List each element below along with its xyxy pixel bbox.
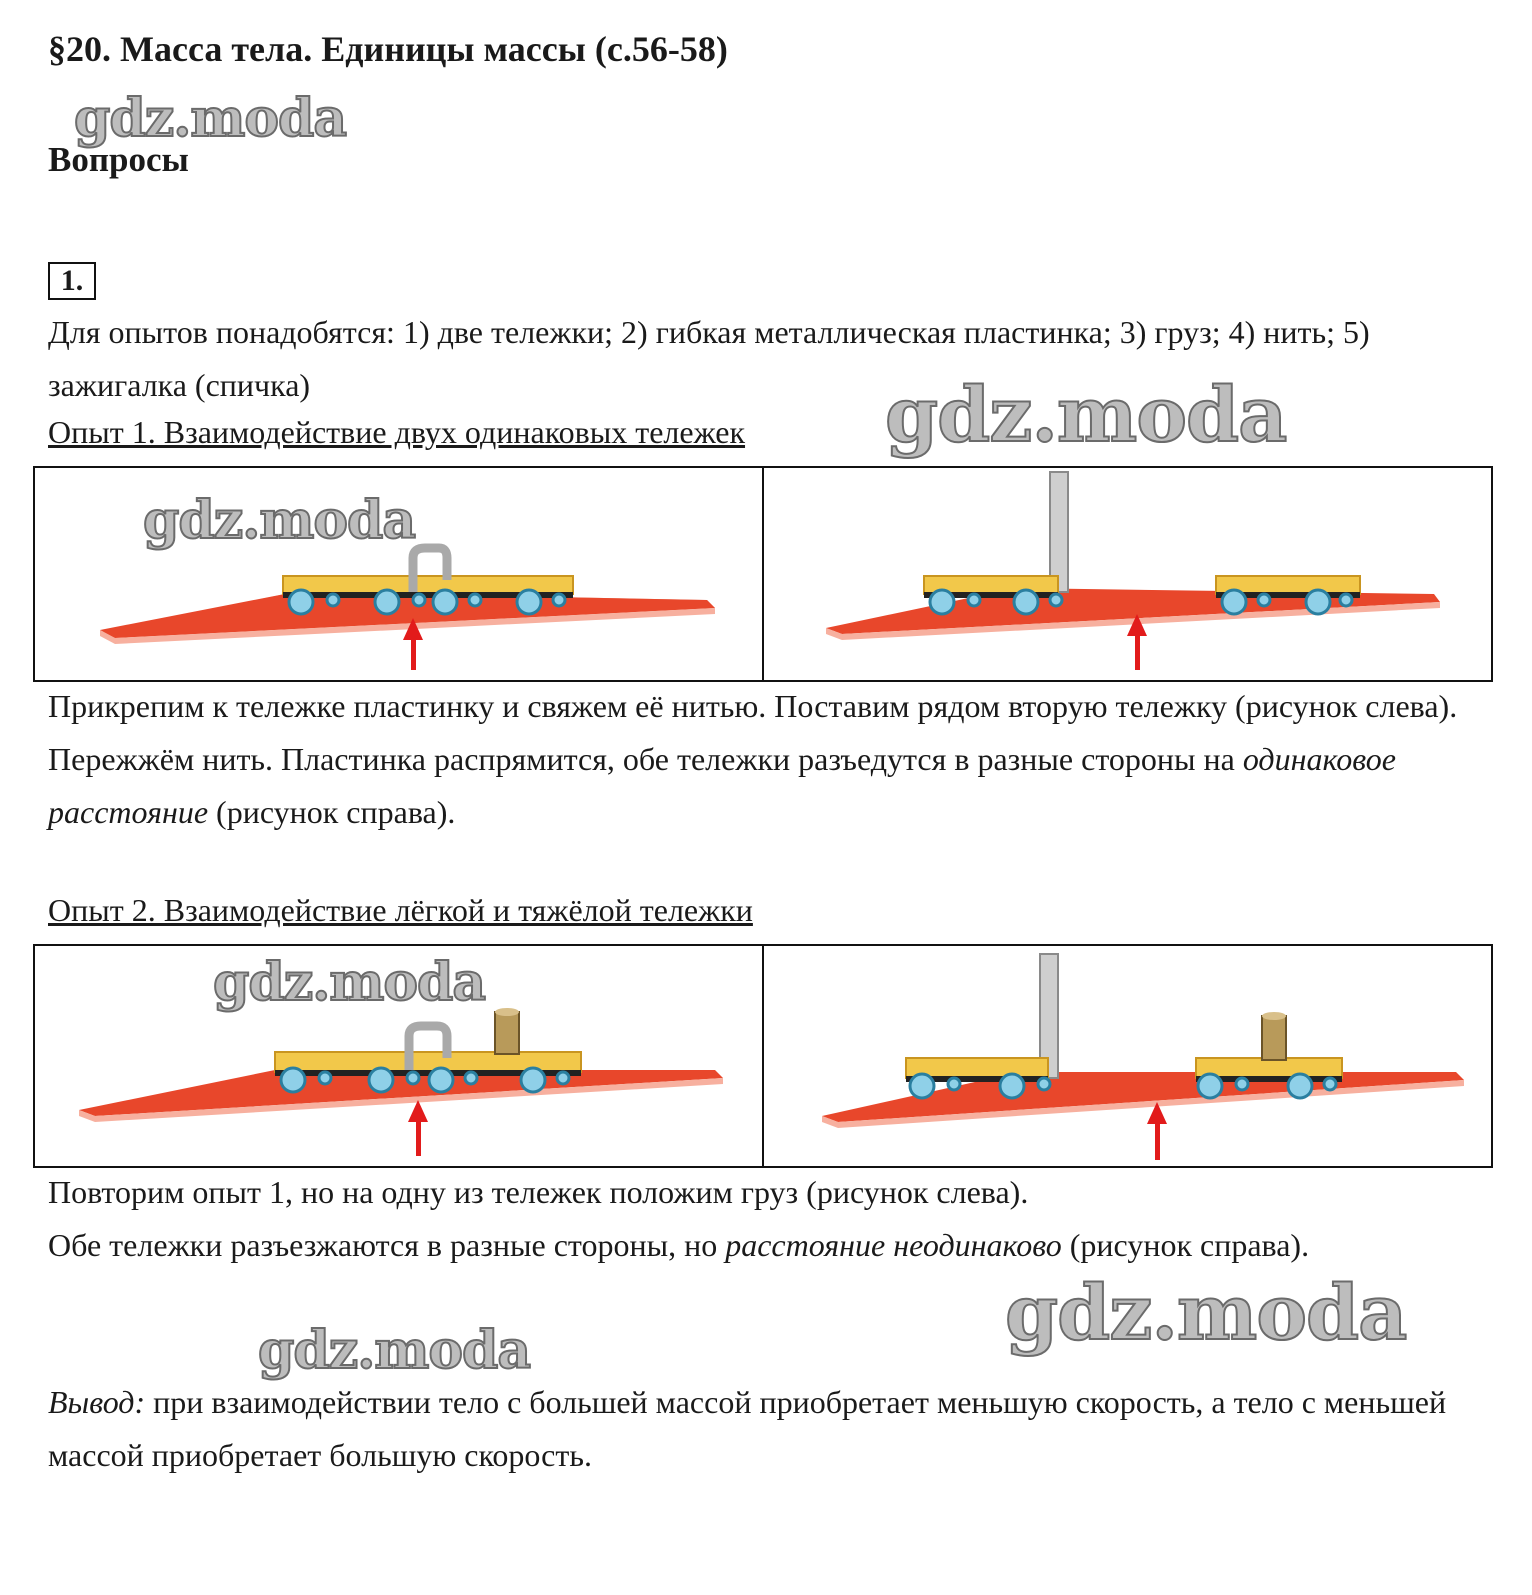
experiment2-description: [48, 1166, 1488, 1272]
watermark: gdz.moda: [1005, 1268, 1407, 1357]
conclusion-label: Вывод:: [48, 1384, 146, 1420]
experiment2-emphasis: расстояние неодинаково: [725, 1227, 1062, 1263]
carts-tied-illustration: [35, 468, 762, 680]
experiment2-line1: Повторим опыт 1, но на одну из тележек положим груз (рисунок слева).: [48, 1174, 1029, 1210]
materials-text: Для опытов понадобятся: 1) две тележки; 2) гибкая металлическая пластинка; 3) груз; 4) нить; 5) зажигалка (спичка): [48, 314, 1370, 403]
red-arrow: [408, 1100, 428, 1156]
red-arrow: [1147, 1102, 1167, 1160]
experiment2-figures: [33, 944, 1493, 1168]
watermark: gdz.moda: [213, 952, 486, 1013]
experiment2-text-end: (рисунок справа).: [1061, 1227, 1310, 1263]
experiment1-figure-right: [762, 468, 1491, 680]
experiment2-line2: [48, 1219, 1488, 1272]
experiment2-title: Опыт 2. Взаимодействие лёгкой и тяжёлой тележки: [48, 892, 753, 928]
experiment1-emphasis: одинаковое расстояние: [48, 741, 1396, 830]
watermark: gdz.moda: [143, 490, 416, 551]
load-weight-top: [1262, 1012, 1286, 1020]
conclusion-text: при взаимодействии тело с большей массой приобретает меньшую скорость, а тело с меньшей массой приобретает большую скорость.: [48, 1384, 1447, 1473]
carts-load-tied-illustration: [35, 946, 759, 1166]
question-number: 1.: [48, 262, 96, 300]
experiment1-text: Прикрепим к тележке пластинку и свяжем её нитью. Поставим рядом вторую тележку (рисунок слева). Пережжём нить. Пластинка распрямится, обе тележки разъедутся в разные стороны на: [48, 688, 1458, 777]
carts-apart-illustration: [764, 468, 1491, 680]
experiment1-figure-left: [35, 468, 762, 680]
experiment1-text-end: (рисунок справа).: [208, 794, 456, 830]
watermark: gdz.moda: [258, 1320, 531, 1381]
carts-load-apart-illustration: [764, 946, 1491, 1166]
watermark: gdz.moda: [885, 370, 1287, 459]
load-weight: [495, 1012, 519, 1054]
experiment2-figure-left: [35, 946, 762, 1166]
load-weight: [1262, 1016, 1286, 1060]
section-heading: Вопросы: [48, 140, 189, 179]
load-weight-top: [495, 1008, 519, 1016]
board: [79, 1070, 723, 1116]
plate-upright: [1050, 472, 1068, 592]
experiment1-description: [48, 680, 1488, 839]
experiment1-figures: [33, 466, 1493, 682]
watermark: gdz.moda: [74, 88, 347, 149]
experiment1-title: Опыт 1. Взаимодействие двух одинаковых тележек: [48, 414, 746, 450]
conclusion: [48, 1376, 1488, 1482]
experiment2-figure-right: [762, 946, 1491, 1166]
experiment2-text: Обе тележки разъезжаются в разные стороны, но: [48, 1227, 726, 1263]
page-title: §20. Масса тела. Единицы массы (с.56-58): [48, 29, 728, 69]
